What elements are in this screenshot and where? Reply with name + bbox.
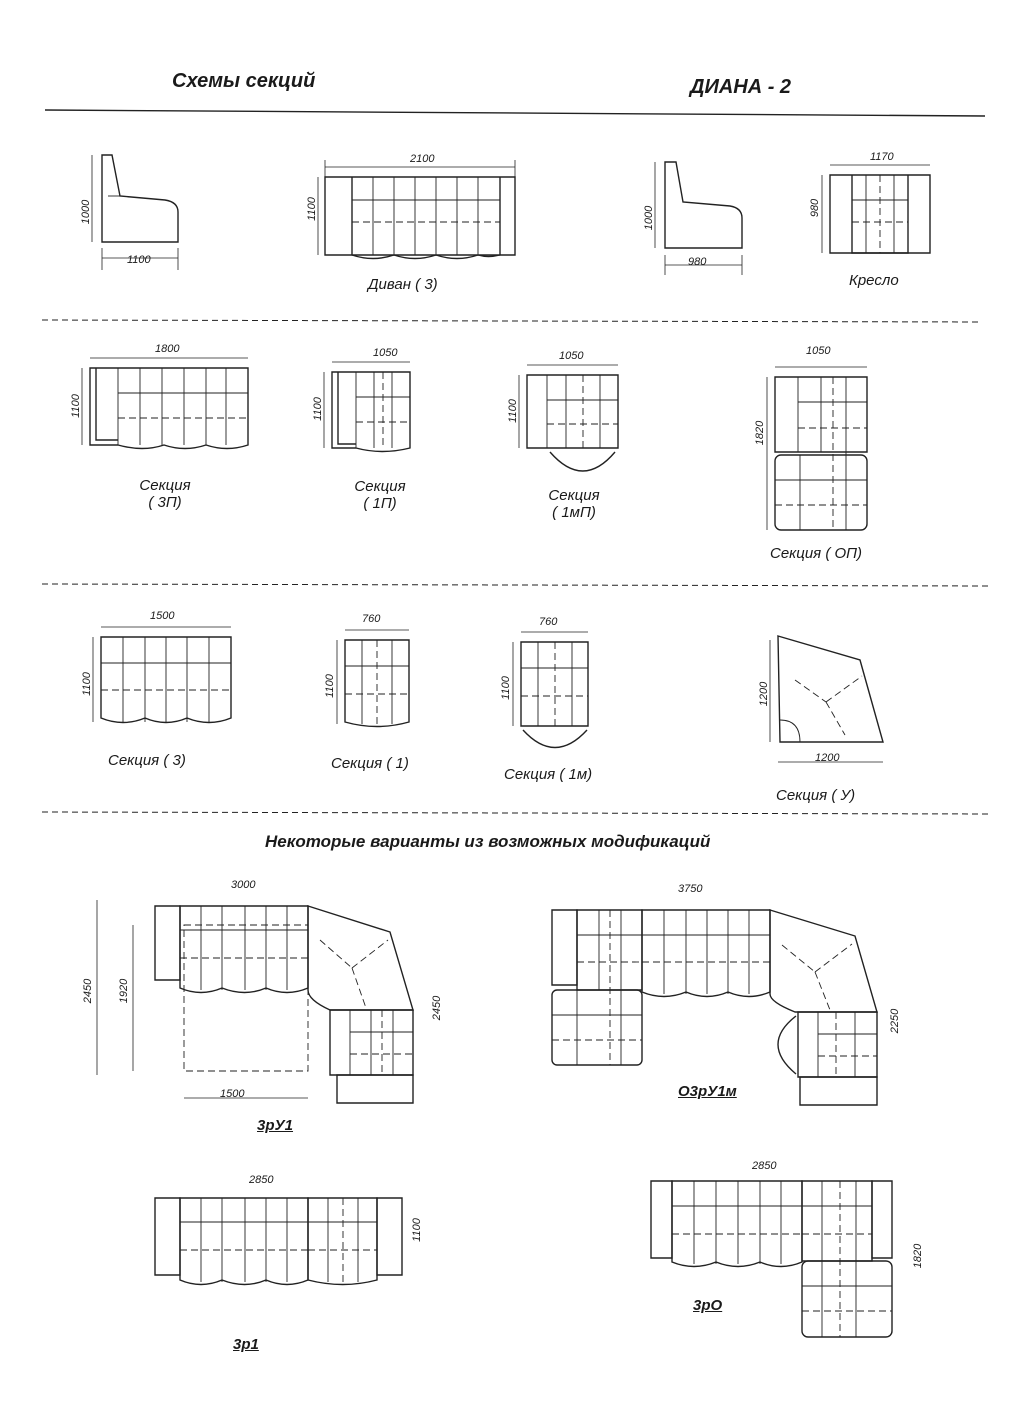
dim-label: 2450 [82, 978, 95, 1004]
dim-label: 1500 [150, 610, 175, 622]
section-1mp-plan [519, 365, 618, 471]
dim-label: 1100 [311, 397, 324, 421]
dim-label: 1100 [80, 672, 93, 696]
dim-label: 980 [688, 256, 707, 268]
dim-label: 2850 [249, 1174, 274, 1186]
variants-heading: Некоторые варианты из возможных модификаций [265, 832, 711, 851]
variant-caption: 3р1 [233, 1336, 259, 1353]
dim-label: 1170 [870, 151, 894, 163]
section-caption: Диван ( 3) [368, 276, 438, 293]
dim-label: 1100 [323, 674, 336, 698]
variant-3ru1-plan [97, 900, 413, 1103]
dim-label: 1200 [758, 681, 771, 707]
dim-label: 1050 [373, 347, 398, 359]
section-op-plan [767, 367, 867, 530]
section-3p-plan [82, 358, 248, 449]
dim-label: 1200 [815, 752, 840, 764]
dim-label: 1100 [499, 676, 512, 700]
section-3-plan [93, 627, 231, 723]
dim-label: 760 [539, 616, 558, 628]
dim-label: 760 [362, 613, 381, 625]
dim-label: 1100 [127, 254, 151, 266]
page-title: Схемы секций [172, 70, 316, 92]
section-1-plan [337, 630, 409, 727]
dim-label: 2100 [410, 153, 435, 165]
dim-label: 1800 [155, 343, 180, 355]
dim-label: 1820 [912, 1243, 925, 1269]
dim-label: 1100 [69, 394, 82, 418]
section-caption: Секция ( ОП) [770, 545, 863, 562]
section-u-plan [770, 636, 883, 762]
section-1m-plan [513, 632, 588, 748]
separator [42, 320, 982, 322]
variant-3r1-plan [155, 1198, 402, 1285]
dim-label: 2850 [752, 1160, 777, 1172]
section-caption: Секция ( 1мП) [548, 487, 600, 521]
section-caption: Секция ( 3П) [139, 477, 191, 511]
section-caption: Секция ( 1П) [354, 478, 406, 512]
kreslo-plan [822, 165, 930, 253]
section-caption: Секция ( 1м) [504, 766, 593, 783]
dim-label: 3000 [231, 879, 256, 891]
dim-label: 1100 [305, 197, 318, 221]
dim-label: 1050 [806, 345, 831, 357]
separator [42, 584, 990, 586]
dim-label: 1100 [506, 399, 519, 423]
divan-side-profile [92, 155, 178, 270]
variant-caption: О3рУ1м [678, 1083, 737, 1100]
variant-caption: 3рО [693, 1297, 723, 1314]
section-caption: Секция ( У) [776, 787, 856, 804]
dim-label: 1920 [118, 978, 131, 1004]
section-caption: Секция ( 1) [331, 755, 409, 772]
section-caption: Кресло [849, 272, 899, 289]
divan-3-plan [318, 160, 515, 259]
dim-label: 1000 [80, 199, 93, 225]
dim-label: 1820 [754, 420, 767, 446]
variant-o3ru1m-plan [552, 910, 877, 1105]
dim-label: 2250 [889, 1008, 902, 1034]
dim-label: 1050 [559, 350, 584, 362]
dim-label: 980 [809, 198, 822, 218]
variant-caption: 3рУ1 [257, 1117, 294, 1134]
header-rule [45, 110, 985, 116]
section-caption: Секция ( 3) [108, 752, 186, 769]
dim-label: 1000 [643, 205, 656, 231]
dim-label: 1100 [410, 1218, 423, 1242]
section-1p-plan [324, 362, 410, 452]
dim-label: 3750 [678, 883, 703, 895]
separator [42, 812, 992, 814]
variant-3ro-plan [651, 1181, 892, 1337]
model-name: ДИАНА - 2 [690, 76, 792, 98]
dim-label: 1500 [220, 1088, 245, 1100]
dim-label: 2450 [431, 995, 444, 1021]
